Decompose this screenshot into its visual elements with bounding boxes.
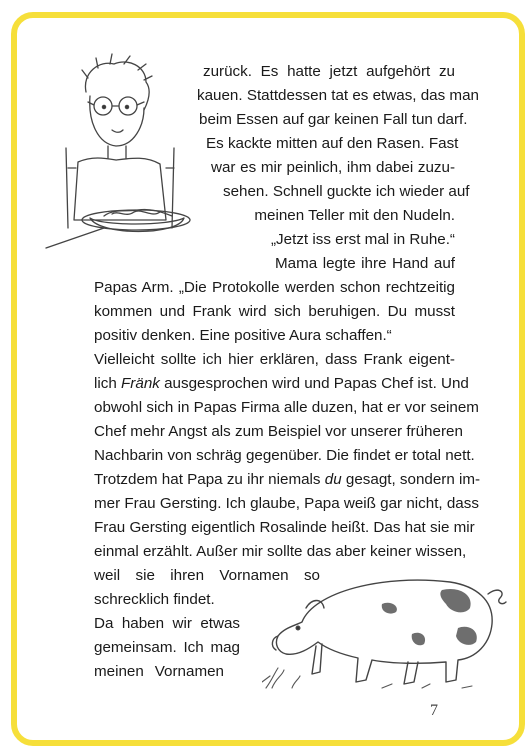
text-line: weil sie ihren Vornamen so: [94, 567, 320, 584]
text-line: Papas Arm. „Die Protokolle werden schon rechtzeitig: [94, 279, 455, 296]
text-line: Nachbarin von schräg gegenüber. Die findet er total nett.: [94, 447, 475, 464]
text-line: meinen Vornamen: [94, 663, 224, 680]
text-line: schrecklich findet.: [94, 591, 215, 608]
text-line: kauen. Stattdessen tat es etwas, das man: [197, 87, 479, 104]
text-line: Mama legte ihre Hand auf: [275, 255, 455, 272]
text-fragment: ausgesprochen wird und Papas Chef ist. Und: [164, 375, 469, 392]
text-line: positiv denken. Eine positive Aura schaffen.“: [94, 327, 392, 344]
text-fragment: gesagt, sondern im-: [345, 471, 481, 488]
page-number: 7: [430, 702, 438, 719]
text-line: beim Essen auf gar keinen Fall tun darf.: [199, 111, 468, 128]
text-line: Da haben wir etwas: [94, 615, 240, 632]
text-line: war es mir peinlich, ihm dabei zuzu-: [211, 159, 455, 176]
text-line: [94, 372, 469, 396]
text-line: Es kackte mitten auf den Rasen. Fast: [206, 135, 459, 152]
text-line: kommen und Frank wird sich beruhigen. Du musst: [94, 303, 455, 320]
text-line: „Jetzt iss erst mal in Ruhe.“: [271, 231, 455, 248]
italic-word: du: [324, 471, 342, 488]
text-line: meinen Teller mit den Nudeln.: [254, 207, 455, 224]
text-fragment: Trotzdem hat Papa zu ihr niemals: [94, 471, 321, 488]
text-line: mer Frau Gersting. Ich glaube, Papa weiß gar nicht, dass: [94, 495, 479, 512]
italic-name: Fränk: [121, 375, 160, 392]
text-line: gemeinsam. Ich mag: [94, 639, 240, 656]
text-line: Frau Gersting eigentlich Rosalinde heißt. Das hat sie mir: [94, 519, 475, 536]
text-line: einmal erzählt. Außer mir sollte das aber keiner wissen,: [94, 543, 467, 560]
text-line: Chef mehr Angst als zum Beispiel vor unserer früheren: [94, 423, 463, 440]
text-line: obwohl sich in Papas Firma alle duzen, hat er vor seinem: [94, 399, 479, 416]
text-fragment: lich: [94, 375, 117, 392]
boy-eating-illustration: [42, 52, 192, 252]
text-line: sehen. Schnell guckte ich wieder auf: [223, 183, 470, 200]
text-line: [94, 468, 481, 492]
text-line: Vielleicht sollte ich hier erklären, dass Frank eigent-: [94, 351, 455, 368]
text-line: zurück. Es hatte jetzt aufgehört zu: [203, 63, 455, 80]
